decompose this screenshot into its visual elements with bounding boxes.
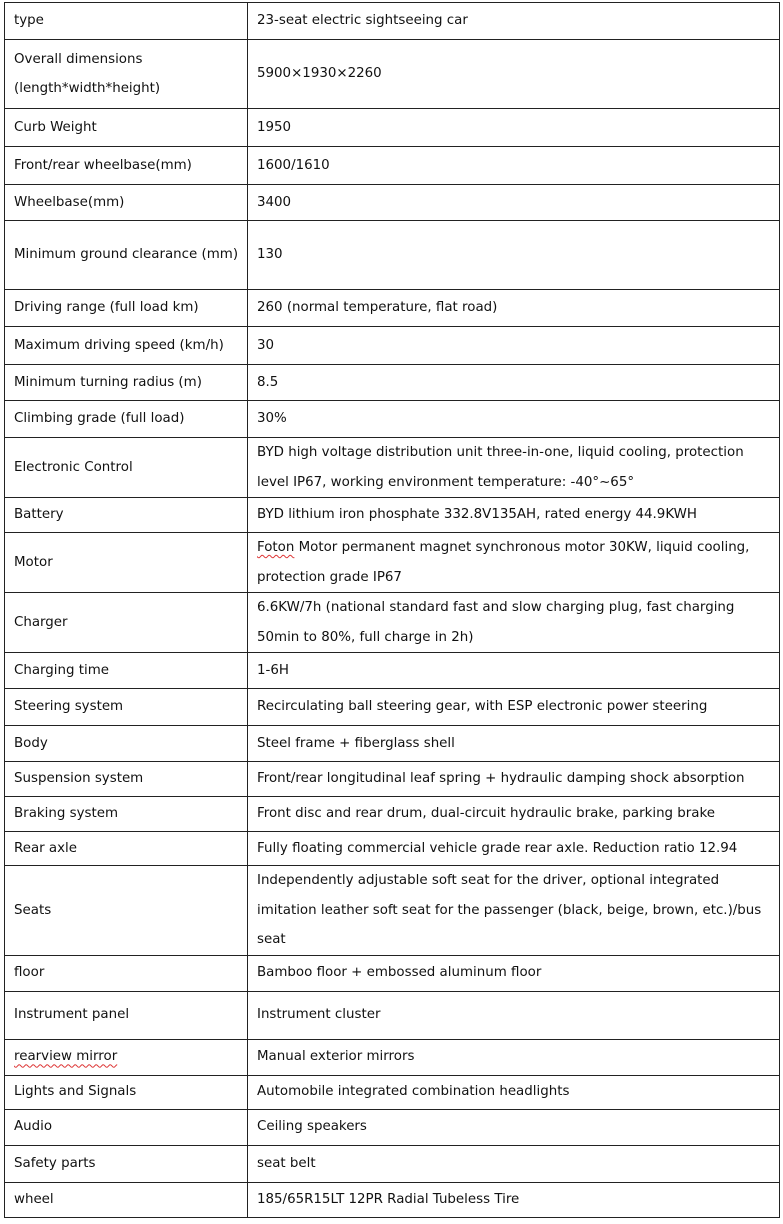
table-row [5, 1109, 780, 1145]
row-label: Seats [5, 866, 248, 956]
row-value: seat belt [248, 1145, 780, 1182]
row-label: Safety parts [5, 1145, 248, 1182]
row-label: floor [5, 955, 248, 991]
row-label: Driving range (full load km) [5, 290, 248, 327]
row-value: BYD high voltage distribution unit three-in-one, liquid cooling, protection level IP67, working environment temperature: -40°~65° [248, 438, 780, 498]
table-row [5, 365, 780, 401]
row-label: type [5, 3, 248, 40]
row-value: Front disc and rear drum, dual-circuit hydraulic brake, parking brake [248, 797, 780, 832]
row-label: Electronic Control [5, 438, 248, 498]
row-value [248, 533, 780, 593]
table-row [5, 1039, 780, 1075]
row-value: BYD lithium iron phosphate 332.8V135AH, rated energy 44.9KWH [248, 498, 780, 533]
row-label: Battery [5, 498, 248, 533]
table-row [5, 3, 780, 40]
table-row [5, 147, 780, 185]
table-row [5, 593, 780, 653]
row-value: Instrument cluster [248, 991, 780, 1039]
row-value: Ceiling speakers [248, 1109, 780, 1145]
row-label: Overall dimensions (length*width*height) [5, 40, 248, 109]
table-row [5, 1182, 780, 1217]
table-row [5, 653, 780, 689]
table-row [5, 290, 780, 327]
row-label: Body [5, 726, 248, 762]
row-label: Rear axle [5, 832, 248, 866]
table-row [5, 533, 780, 593]
row-label: wheel [5, 1182, 248, 1217]
row-value: Front/rear longitudinal leaf spring + hydraulic damping shock absorption [248, 762, 780, 797]
row-label: Charger [5, 593, 248, 653]
row-value: Steel frame + fiberglass shell [248, 726, 780, 762]
row-label: Curb Weight [5, 109, 248, 147]
row-label: Maximum driving speed (km/h) [5, 327, 248, 365]
table-row [5, 185, 780, 221]
table-row [5, 327, 780, 365]
row-value: 23-seat electric sightseeing car [248, 3, 780, 40]
row-value: Fully floating commercial vehicle grade rear axle. Reduction ratio 12.94 [248, 832, 780, 866]
row-label: Climbing grade (full load) [5, 401, 248, 438]
row-label: Minimum turning radius (m) [5, 365, 248, 401]
table-row [5, 866, 780, 956]
row-value: 8.5 [248, 365, 780, 401]
row-value: Independently adjustable soft seat for the driver, optional integrated imitation leather soft seat for the passenger (black, beige, brown, etc.)/bus seat [248, 866, 780, 956]
table-row [5, 401, 780, 438]
row-label: Wheelbase(mm) [5, 185, 248, 221]
row-label: Steering system [5, 689, 248, 726]
table-row [5, 832, 780, 866]
row-label: Charging time [5, 653, 248, 689]
row-value: 30 [248, 327, 780, 365]
row-label: Audio [5, 1109, 248, 1145]
row-label: Motor [5, 533, 248, 593]
row-label: Braking system [5, 797, 248, 832]
table-row [5, 1075, 780, 1109]
row-label: Front/rear wheelbase(mm) [5, 147, 248, 185]
row-label [5, 1039, 248, 1075]
row-value: 1-6H [248, 653, 780, 689]
table-row [5, 40, 780, 109]
spec-table [4, 2, 780, 1218]
table-row [5, 955, 780, 991]
row-value: 30% [248, 401, 780, 438]
row-value: 185/65R15LT 12PR Radial Tubeless Tire [248, 1182, 780, 1217]
table-row [5, 438, 780, 498]
row-value: Bamboo floor + embossed aluminum floor [248, 955, 780, 991]
table-row [5, 689, 780, 726]
row-label: Suspension system [5, 762, 248, 797]
row-value: 130 [248, 221, 780, 290]
row-value: 1600/1610 [248, 147, 780, 185]
row-value: 3400 [248, 185, 780, 221]
row-value: 5900×1930×2260 [248, 40, 780, 109]
row-value: 260 (normal temperature, flat road) [248, 290, 780, 327]
table-row [5, 726, 780, 762]
table-row [5, 1145, 780, 1182]
row-value: Manual exterior mirrors [248, 1039, 780, 1075]
row-label: Instrument panel [5, 991, 248, 1039]
spellcheck-word: Foton [257, 540, 295, 555]
table-row [5, 797, 780, 832]
table-row [5, 221, 780, 290]
table-row [5, 762, 780, 797]
spellcheck-word: rearview mirror [14, 1049, 118, 1065]
row-value: 1950 [248, 109, 780, 147]
row-label: Minimum ground clearance (mm) [5, 221, 248, 290]
table-row [5, 109, 780, 147]
table-row [5, 498, 780, 533]
row-value: Automobile integrated combination headlights [248, 1075, 780, 1109]
row-value-text: Motor permanent magnet synchronous motor 30KW, liquid cooling, protection grade IP67 [257, 540, 750, 585]
table-row [5, 991, 780, 1039]
row-value: 6.6KW/7h (national standard fast and slow charging plug, fast charging 50min to 80%, full charge in 2h) [248, 593, 780, 653]
row-label: Lights and Signals [5, 1075, 248, 1109]
row-value: Recirculating ball steering gear, with ESP electronic power steering [248, 689, 780, 726]
